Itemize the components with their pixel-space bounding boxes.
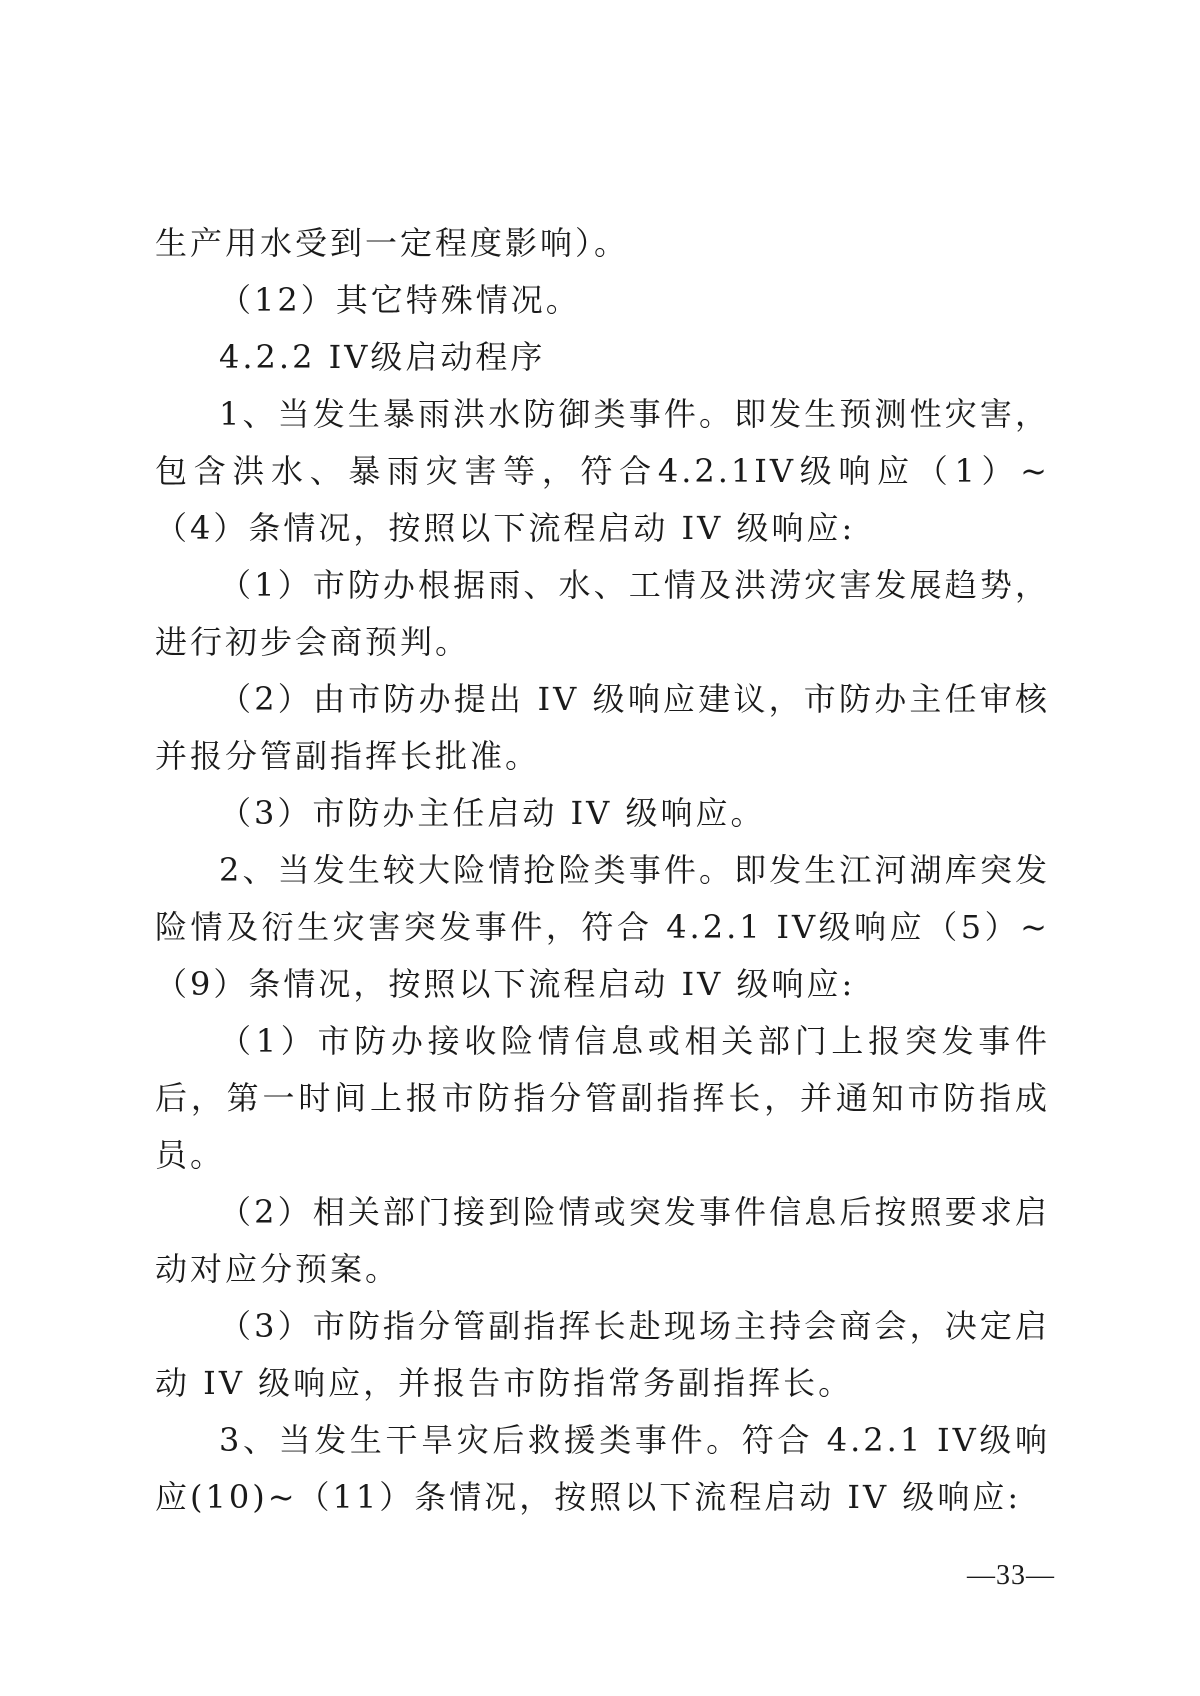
paragraph-1: 生产用水受到一定程度影响）。 bbox=[155, 224, 630, 262]
paragraph-2: （12）其它特殊情况。 bbox=[219, 281, 581, 319]
paragraph-10: （2）相关部门接到险情或突发事件信息后按照要求启动对应分预案。 bbox=[155, 1193, 1050, 1288]
paragraph-5: （1）市防办根据雨、水、工情及洪涝灾害发展趋势，进行初步会商预判。 bbox=[155, 566, 1050, 661]
paragraph-6: （2）由市防办提出 IV 级响应建议，市防办主任审核并报分管副指挥长批准。 bbox=[155, 680, 1050, 775]
paragraph-8: 2、当发生较大险情抢险类事件。即发生江河湖库突发险情及衍生灾害突发事件，符合 4.2.1 IV级响应（5）~（9）条情况，按照以下流程启动 IV 级响应: bbox=[155, 851, 1050, 1003]
page-number: —33— bbox=[967, 1560, 1055, 1591]
paragraph-9: （1）市防办接收险情信息或相关部门上报突发事件后，第一时间上报市防指分管副指挥长，并通知市防指成员。 bbox=[155, 1022, 1050, 1174]
section-heading: 4.2.2 IV级启动程序 bbox=[219, 338, 546, 376]
paragraph-12: 3、当发生干旱灾后救援类事件。符合 4.2.1 IV级响应(10)~（11）条情况，按照以下流程启动 IV 级响应: bbox=[155, 1421, 1050, 1516]
paragraph-7: （3）市防办主任启动 IV 级响应。 bbox=[219, 794, 766, 832]
paragraph-11: （3）市防指分管副指挥长赴现场主持会商会，决定启动 IV 级响应，并报告市防指常务副指挥长。 bbox=[155, 1307, 1050, 1402]
paragraph-4: 1、当发生暴雨洪水防御类事件。即发生预测性灾害，包含洪水、暴雨灾害等，符合4.2.1IV级响应（1）~（4）条情况，按照以下流程启动 IV 级响应: bbox=[155, 395, 1050, 547]
document-body bbox=[155, 215, 1050, 1526]
